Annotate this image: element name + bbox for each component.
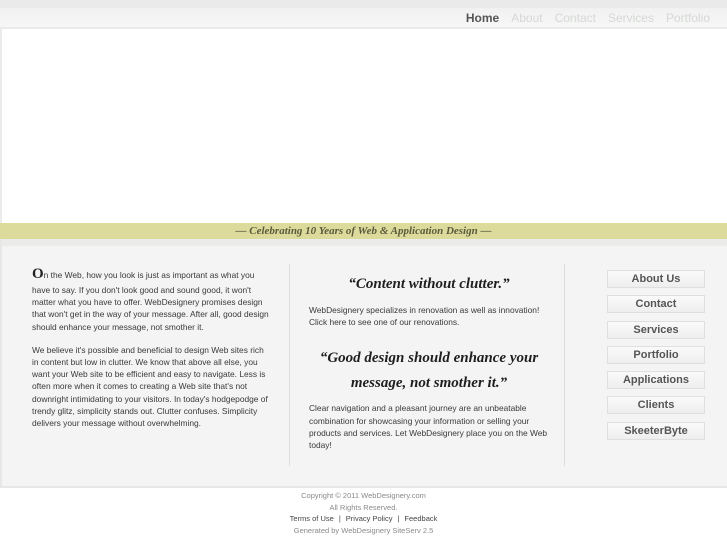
- hero-area: [0, 27, 727, 224]
- sidebar-services-button[interactable]: Services: [607, 321, 705, 339]
- renovation-text[interactable]: WebDesignery specializes in renovation as well as innovation! Click here to see one of our renovations.: [309, 305, 540, 328]
- sidebar-buttons: [607, 270, 705, 447]
- intro-paragraph-2: We believe it's possible and beneficial to design Web sites rich in content but low in clutter. We know that above all else, you want your Web site to be efficient and easy to navigate. Less is often more when it comes to creating a Web site that's not downright intimidating to your visitors. In today's hodgepodge of trendy glitz, simplicity stands out. Clutter confuses. Simplicity delivers your message without overwhelming.: [32, 344, 268, 429]
- column-divider: [289, 264, 290, 466]
- anniversary-banner: — Celebrating 10 Years of Web & Application Design —: [0, 223, 727, 239]
- dropcap: O: [32, 266, 44, 282]
- sidebar-portfolio-button[interactable]: Portfolio: [607, 346, 705, 364]
- main-nav: [454, 11, 710, 25]
- navigation-text: Clear navigation and a pleasant journey are an unbeatable combination for showcasing your information or selling your products and services. Let WebDesignery place you on the Web today!: [309, 403, 548, 451]
- nav-home[interactable]: Home: [465, 11, 500, 25]
- sidebar-contact-button[interactable]: Contact: [607, 295, 705, 313]
- link-separator: |: [397, 514, 400, 524]
- intro-rest: have to say. If you don't look good and sound good, it won't matter what you have to offer. WebDesignery promises design that won't get in the way of your message. After all, good design should enhance your message, not smother it.: [32, 285, 269, 332]
- feedback-link[interactable]: Feedback: [404, 514, 438, 524]
- nav-contact[interactable]: Contact: [554, 11, 596, 25]
- sidebar-skeeterbyte-button[interactable]: SkeeterByte: [607, 422, 705, 440]
- rights-text: All Rights Reserved.: [329, 502, 398, 512]
- content-top-band: [2, 239, 727, 246]
- intro-column: [32, 267, 272, 440]
- intro-first-line: n the Web, how you look is just as important as what you: [43, 270, 255, 280]
- generated-by-text: Generated by WebDesignery SiteServ 2.5: [293, 525, 434, 535]
- sidebar-applications-button[interactable]: Applications: [607, 371, 705, 389]
- nav-portfolio[interactable]: Portfolio: [665, 11, 710, 25]
- main-content: [0, 239, 727, 488]
- privacy-policy-link[interactable]: Privacy Policy: [345, 514, 393, 524]
- quote-content-without-clutter: “Content without clutter.”: [348, 276, 510, 292]
- nav-about[interactable]: About: [511, 11, 543, 25]
- quotes-column: [309, 275, 549, 451]
- terms-of-use-link[interactable]: Terms of Use: [289, 514, 334, 524]
- footer-links: [0, 513, 727, 525]
- copyright-text: Copyright © 2011 WebDesignery.com: [301, 491, 426, 500]
- column-divider: [564, 264, 565, 466]
- intro-paragraph-1: [32, 267, 272, 333]
- top-strip: [0, 0, 727, 8]
- page-footer: [0, 490, 727, 536]
- sidebar-clients-button[interactable]: Clients: [607, 396, 705, 414]
- nav-services[interactable]: Services: [607, 11, 654, 25]
- link-separator: |: [338, 514, 341, 524]
- sidebar-about-us-button[interactable]: About Us: [607, 270, 705, 288]
- top-navbar: [0, 8, 727, 28]
- quote-good-design: “Good design should enhance your message, not smother it.”: [319, 350, 539, 392]
